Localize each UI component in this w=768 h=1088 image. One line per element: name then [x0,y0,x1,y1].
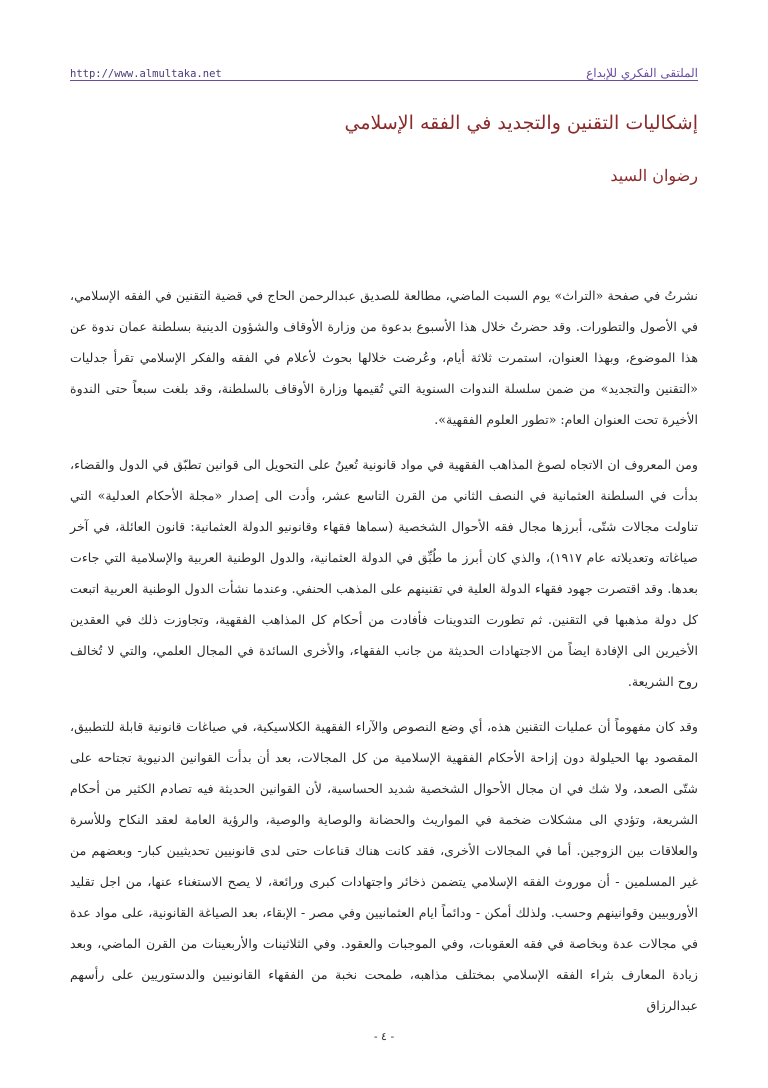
site-name: الملتقى الفكري للإبداع [586,66,698,80]
paragraph-2: ومن المعروف ان الاتجاه لصوغ المذاهب الفقهية في مواد قانونية تُعينُ على التحويل الى قوانين تطبّق في الدول والقضاء، بدأت في السلطنة العثمانية في النصف الثاني من القرن التاسع عشر، وأدت الى إصدار «مجلة الأحكام العدلية» التي تناولت مجالات شتّى، أبرزها مجال فقه الأحوال الشخصية (سماها فقهاء وقانونيو الدولة العثمانية: قانون العائلة، في آخر صياغاته وتعديلاته عام ١٩١٧)، والذي كان أبرز ما طُبِّق في الدولة العثمانية، والدول الوطنية العربية والإسلامية التي جاءت بعدها. وقد اقتصرت جهود فقهاء الدولة العلية في تقنينهم على المذهب الحنفي. وعندما نشأت الدول الوطنية العربية اتبعت كل دولة مذهبها في التقنين. ثم تطورت التدوينات فأفادت من أحكام كل المذاهب الفقهية، وتجاوزت ذلك في العقدين الأخيرين الى الإفادة ايضاً من الاجتهادات الحديثة من جانب الفقهاء، والأخرى السائدة في المجال العلمي، والتي لا تُخالف روح الشريعة. [70,457,698,689]
article-title: إشكاليات التقنين والتجديد في الفقه الإسلامي [344,112,698,134]
paragraph-3: وقد كان مفهوماً أن عمليات التقنين هذه، أي وضع النصوص والآراء الفقهية الكلاسيكية، في صياغات قانونية قابلة للتطبيق، المقصود بها الحيلولة دون إزاحة الأحكام الفقهية الإسلامية من كل المجالات، بعد أن بدأت القوانين الدنيوية تجتاحه على شتّى الصعد، ولا شك في ان مجال الأحوال الشخصية شديد الحساسية، لأن القوانين الحديثة فيه تصادم الكثير من أحكام الشريعة، وتؤدي الى مشكلات ضخمة في المواريث والحضانة والوصاية والوصية، والرؤية العامة لعقد النكاح وللأسرة والعلاقات بين الزوجين. أما في المجالات الأخرى، فقد كانت هناك قناعات حتى لدى قانونيين تحديثيين كبار- وبعضهم من غير المسلمين - أن موروث الفقه الإسلامي يتضمن ذخائر واجتهادات كبرى ورائعة، لا يصح الاستغناء عنها، من اجل تقليد الأوروبيين وقوانينهم وحسب. ولذلك أمكن - ودائماً ايام العثمانيين وفي مصر - الإبقاء، بعد الصياغة القانونية، على مواد عدة في مجالات عدة وبخاصة في فقه العقوبات، وفي الموجبات والعقود. وفي الثلاثينات والأربعينات من القرن الماضي، وبعد زيادة المعارف بثراء الفقه الإسلامي بمختلف مذاهبه، طمحت نخبة من الفقهاء القانونيين والدستوريين على رأسهم عبدالرزاق [70,719,698,1013]
paragraph-1: نشرتُ في صفحة «التراث» يوم السبت الماضي، مطالعة للصديق عبدالرحمن الحاج في قضية التقنين في الفقه الإسلامي، في الأصول والتطورات. وقد حضرتُ خلال هذا الأسبوع بدعوة من وزارة الأوقاف والشؤون الدينية بسلطنة عمان ندوة عن هذا الموضوع، وبهذا العنوان، استمرت ثلاثة أيام، وعُرضت خلالها بحوث لأعلام في الفقه والفكر الإسلامي تقرأ جدليات «التقنين والتجديد» من ضمن سلسلة الندوات السنوية التي تُقيمها وزارة الأوقاف بالسلطنة، وقد بلغت سبعاً حتى الندوة الأخيرة تحت العنوان العام: «تطور العلوم الفقهية». [70,288,698,427]
page-number: - ٤ - [373,1030,395,1043]
page-header [70,58,698,80]
site-url-link[interactable]: http://www.almultaka.net [70,68,222,80]
article-body [70,280,698,1035]
article-author: رضوان السيد [610,166,698,185]
header-divider [70,80,698,81]
